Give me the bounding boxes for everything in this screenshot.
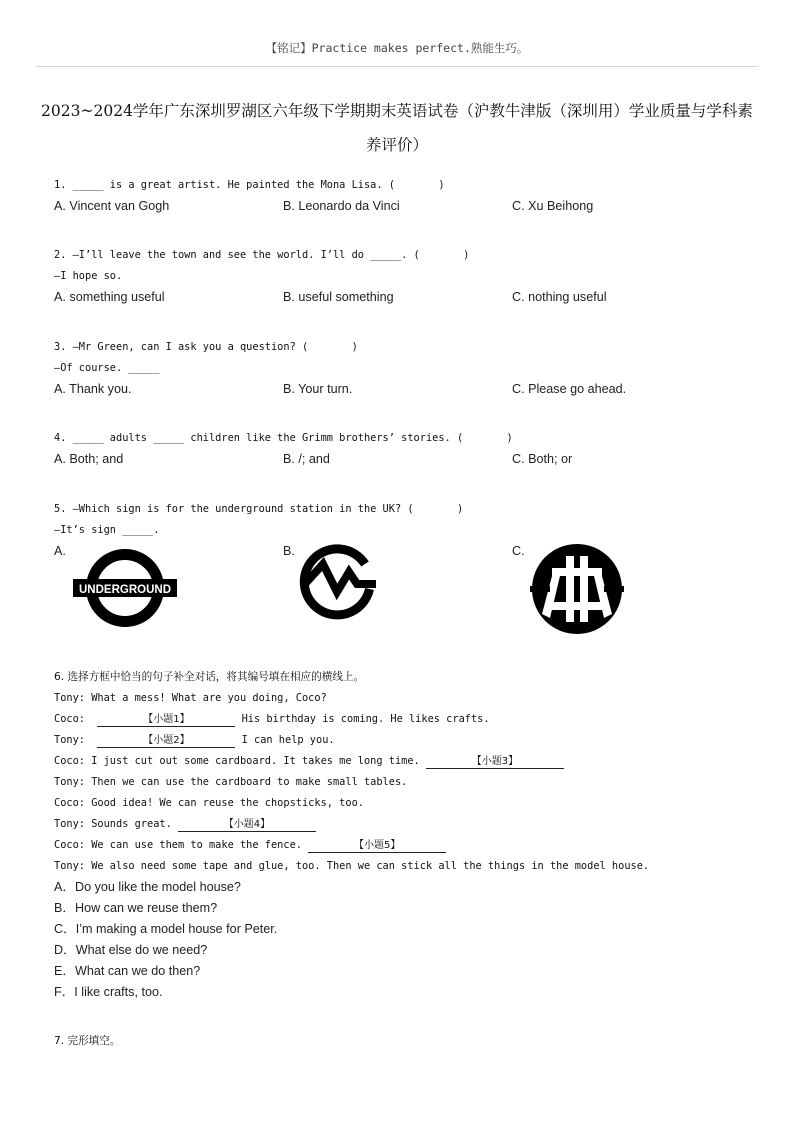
question-1-option-a[interactable]: A. Vincent van Gogh xyxy=(54,199,170,213)
question-1 xyxy=(54,175,754,217)
question-5-option-a[interactable]: A. xyxy=(54,544,66,558)
question-6-instruction: 6. 选择方框中恰当的句子补全对话，将其编号填在相应的横线上。 xyxy=(54,671,365,683)
dialogue-text: Coco: We can use them to make the fence. xyxy=(54,839,309,851)
question-4-options xyxy=(54,449,754,470)
dialogue-line-2 xyxy=(54,709,754,730)
choice-option-f[interactable]: F．I like crafts, too. xyxy=(54,985,163,999)
question-6 xyxy=(54,667,754,1003)
answer-blank-5[interactable]: 【小题5】 xyxy=(308,839,446,853)
dialogue-text: Tony: Sounds great. xyxy=(54,818,178,830)
question-5-option-c[interactable]: C. xyxy=(512,544,525,558)
question-1-options xyxy=(54,196,754,217)
question-2-reply: —I hope so. xyxy=(54,270,123,282)
question-3-reply: —Of course. _____ xyxy=(54,362,160,374)
answer-blank-2[interactable]: 【小题2】 xyxy=(97,734,235,748)
page-header-motto: 【铭记】Practice makes perfect.熟能生巧。 xyxy=(265,41,529,55)
dialogue-text: Coco: I just cut out some cardboard. It takes me long time. xyxy=(54,755,426,767)
london-underground-sign-icon[interactable] xyxy=(72,545,178,631)
dialogue-line-3 xyxy=(54,730,754,751)
dialogue-line-5: Tony: Then we can use the cardboard to make small tables. xyxy=(54,776,408,788)
question-4-option-a[interactable]: A. Both; and xyxy=(54,452,124,466)
header-divider xyxy=(36,66,758,67)
choice-option-c[interactable]: C．I’m making a model house for Peter. xyxy=(54,922,278,936)
question-5-reply: —It’s sign _____. xyxy=(54,524,160,536)
question-3-stem: 3. —Mr Green, can I ask you a question? ( ) xyxy=(54,341,358,353)
answer-blank-3[interactable]: 【小题3】 xyxy=(426,755,564,769)
dialogue-line-6: Coco: Good idea! We can reuse the chopsticks, too. xyxy=(54,797,364,809)
answer-blank-1[interactable]: 【小题1】 xyxy=(97,713,235,727)
question-1-option-b[interactable]: B. Leonardo da Vinci xyxy=(283,199,400,213)
dialogue-speaker: Tony: xyxy=(54,734,92,746)
question-2 xyxy=(54,245,754,308)
question-2-options xyxy=(54,287,754,308)
question-3-option-c[interactable]: C. Please go ahead. xyxy=(512,382,627,396)
choice-option-e[interactable]: E．What can we do then? xyxy=(54,964,201,978)
question-1-stem: 1. _____ is a great artist. He painted the Mona Lisa. ( ) xyxy=(54,179,445,191)
question-2-option-a[interactable]: A. something useful xyxy=(54,290,165,304)
question-5-stem: 5. —Which sign is for the underground station in the UK? ( ) xyxy=(54,503,464,515)
question-3 xyxy=(54,337,754,400)
question-5-option-b[interactable]: B. xyxy=(283,544,295,558)
question-4-stem: 4. _____ adults _____ children like the Grimm brothers’ stories. ( ) xyxy=(54,432,513,444)
question-2-option-b[interactable]: B. useful something xyxy=(283,290,394,304)
dialogue-line-4 xyxy=(54,751,754,772)
question-1-option-c[interactable]: C. Xu Beihong xyxy=(512,199,594,213)
question-7-stem: 7. 完形填空。 xyxy=(54,1035,121,1047)
question-3-option-a[interactable]: A. Thank you. xyxy=(54,382,132,396)
dialogue-line-1: Tony: What a mess! What are you doing, Coco? xyxy=(54,692,327,704)
shanghai-metro-sign-icon[interactable] xyxy=(297,540,379,622)
question-4 xyxy=(54,428,754,470)
shenzhen-metro-sign-icon[interactable] xyxy=(530,542,624,636)
question-3-options xyxy=(54,379,754,400)
dialogue-line-7 xyxy=(54,814,754,835)
answer-blank-4[interactable]: 【小题4】 xyxy=(178,818,316,832)
choice-option-a[interactable]: A．Do you like the model house? xyxy=(54,880,241,894)
dialogue-line-8 xyxy=(54,835,754,856)
underground-sign-text: UNDERGROUND xyxy=(79,584,171,596)
question-2-option-c[interactable]: C. nothing useful xyxy=(512,290,607,304)
dialogue-text: I can help you. xyxy=(235,734,335,746)
exam-title: 2023~2024学年广东深圳罗湖区六年级下学期期末英语试卷（沪教牛津版（深圳用）学业质量与学科素养评价） xyxy=(41,102,753,154)
choice-option-d[interactable]: D．What else do we need? xyxy=(54,943,208,957)
question-3-option-b[interactable]: B. Your turn. xyxy=(283,382,353,396)
dialogue-line-9: Tony: We also need some tape and glue, too. Then we can stick all the things in the model house. xyxy=(54,860,650,872)
question-7 xyxy=(54,1031,754,1052)
question-2-stem: 2. —I’ll leave the town and see the world. I’ll do _____. ( ) xyxy=(54,249,470,261)
question-4-option-c[interactable]: C. Both; or xyxy=(512,452,573,466)
question-4-option-b[interactable]: B. /; and xyxy=(283,452,330,466)
dialogue-speaker: Coco: xyxy=(54,713,92,725)
choice-option-b[interactable]: B．How can we reuse them? xyxy=(54,901,218,915)
dialogue-text: His birthday is coming. He likes crafts. xyxy=(235,713,490,725)
